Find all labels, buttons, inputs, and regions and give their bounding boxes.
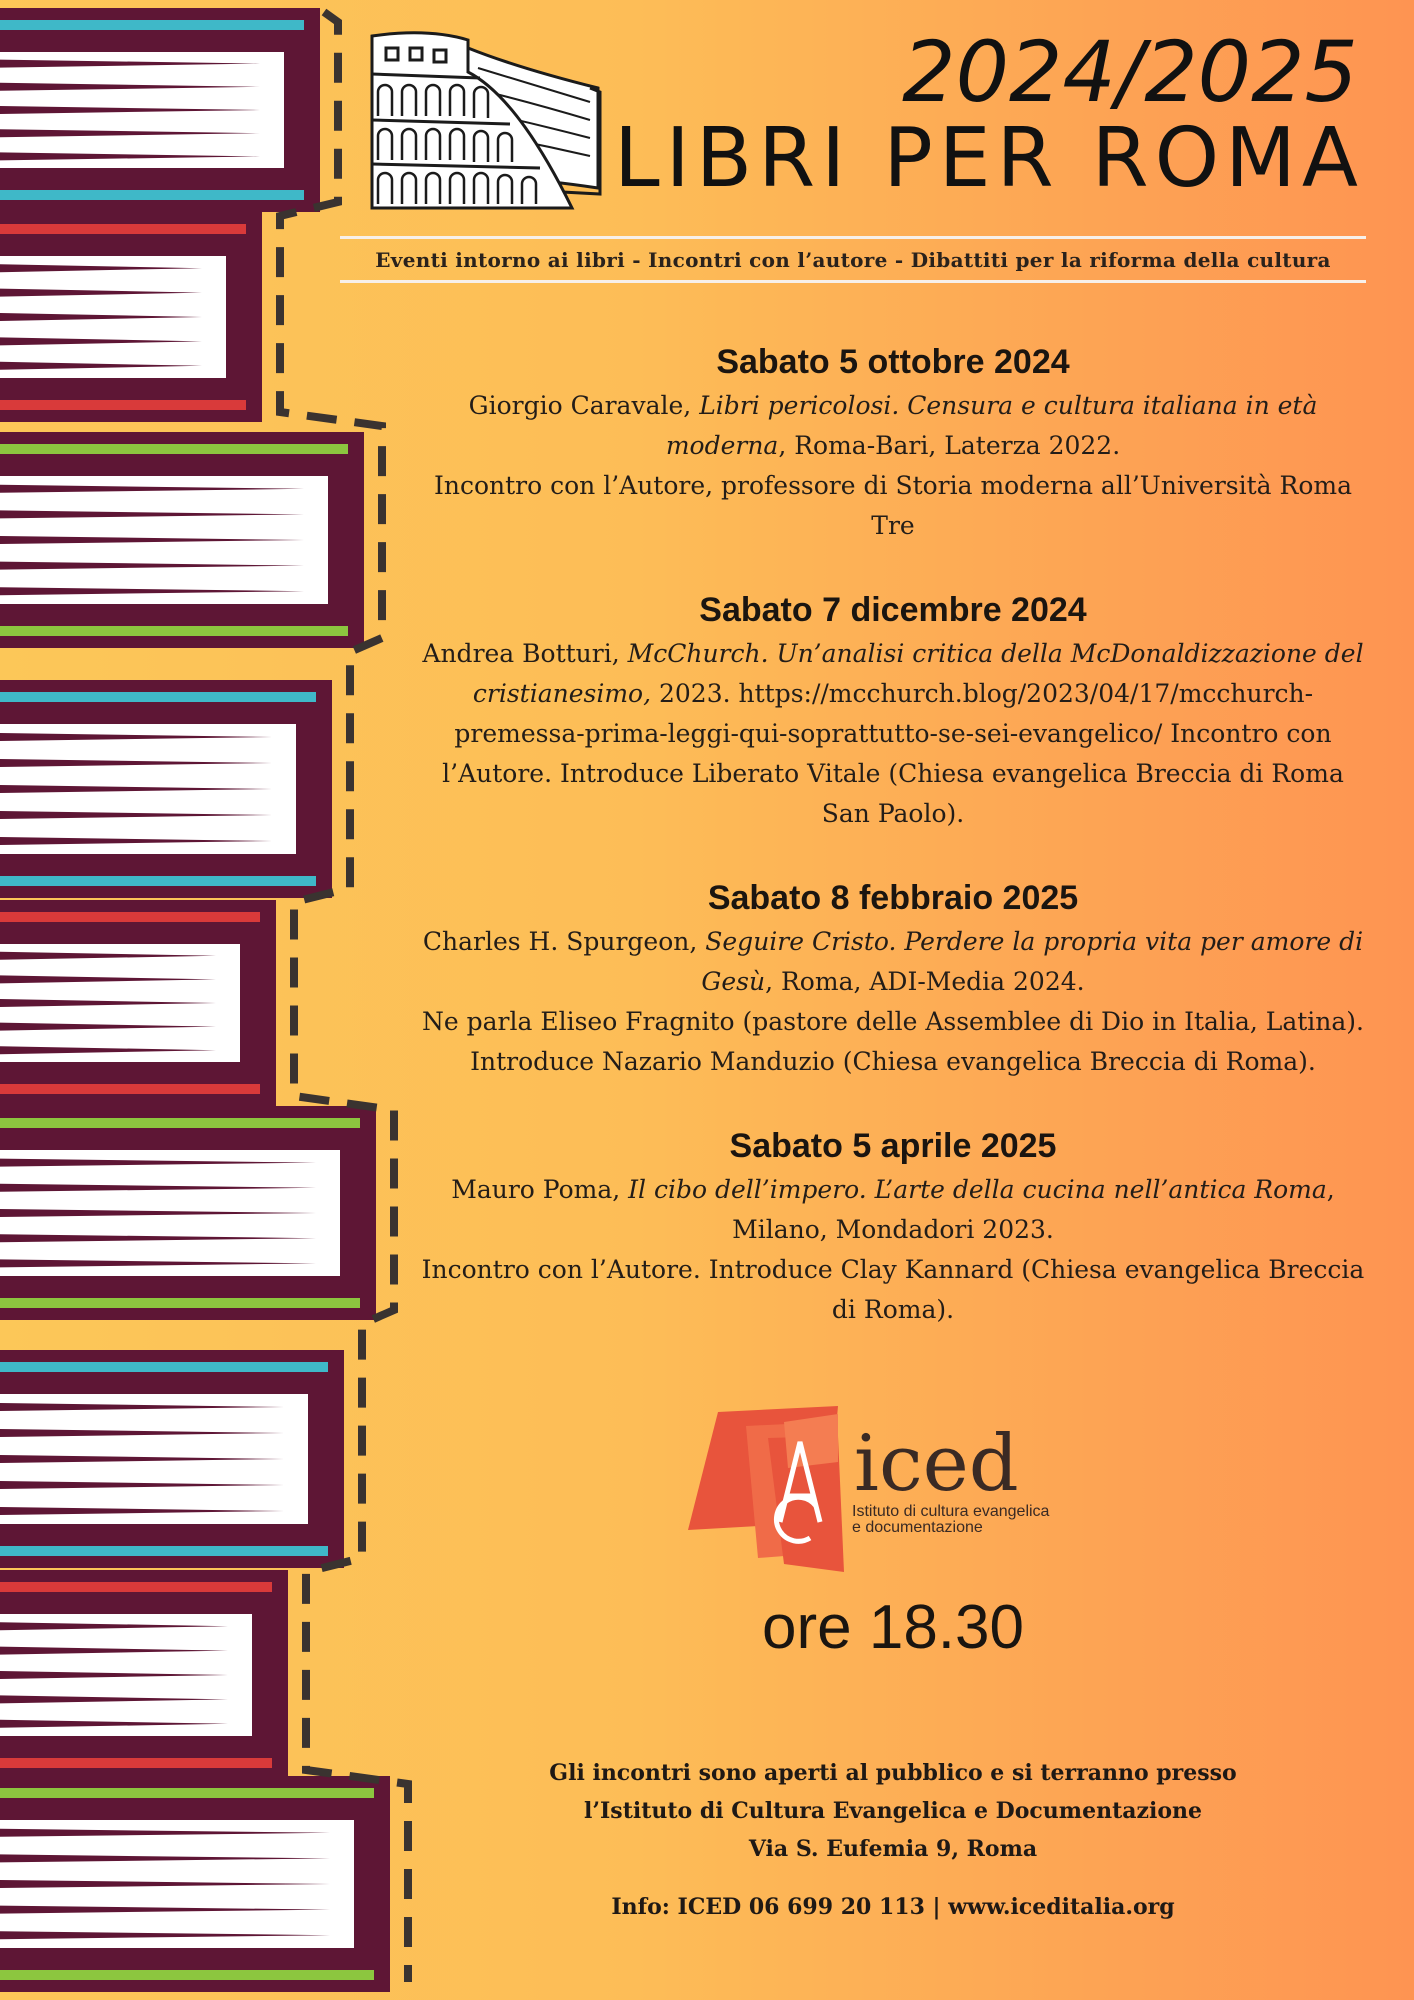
colosseum-book-icon	[368, 28, 604, 214]
event-list	[420, 338, 1366, 1370]
event-details: Ne parla Eliseo Fragnito (pastore delle Assemblee di Dio in Italia, Latina). Introduce Nazario Manduzio (Chiesa evangelica Breccia di Roma).	[422, 1007, 1364, 1076]
event-date: Sabato 5 aprile 2025	[729, 1127, 1057, 1165]
book	[0, 1106, 376, 1320]
logo-subtitle-line2: e documentazione	[852, 1519, 983, 1536]
event-item	[420, 1122, 1366, 1330]
event-item	[420, 874, 1366, 1082]
book	[0, 1350, 344, 1568]
event-description	[420, 386, 1366, 546]
event-publication: 2023. https://mcchurch.blog/2023/04/17/mcchurch-premessa-prima-leggi-qui-soprattutto-se-sei-evangelico/	[454, 679, 1314, 748]
book	[0, 432, 364, 648]
book	[0, 212, 262, 422]
event-description	[420, 922, 1366, 1082]
event-book-title: Libri pericolosi. Censura e cultura italiana in età moderna	[665, 391, 1318, 460]
footer-info	[420, 1754, 1366, 1926]
divider-top	[340, 236, 1366, 239]
book	[0, 1776, 390, 1992]
event-date: Sabato 5 ottobre 2024	[716, 343, 1070, 381]
page-title: LIBRI PER ROMA	[614, 111, 1365, 206]
event-item	[420, 338, 1366, 546]
event-publication: , Milano, Mondadori 2023.	[732, 1175, 1335, 1244]
iced-logo	[688, 1402, 1056, 1572]
book-stack-dashed-outline	[280, 12, 408, 1982]
event-book-title: Seguire Cristo. Perdere la propria vita per amore di Gesù	[701, 927, 1364, 996]
book-stack-illustration	[0, 0, 420, 2000]
event-time: ore 18.30	[762, 1593, 1024, 1662]
book	[0, 8, 320, 212]
event-date: Sabato 7 dicembre 2024	[699, 591, 1087, 629]
footer-address: Via S. Eufemia 9, Roma	[748, 1836, 1038, 1862]
footer-contact: Info: ICED 06 699 20 113 | www.iceditalia.org	[611, 1894, 1175, 1920]
event-book-title: Il cibo dell’impero. L’arte della cucina nell’antica Roma	[628, 1175, 1327, 1204]
book	[0, 900, 276, 1106]
logo-wordmark: iced	[854, 1419, 1019, 1509]
event-author: Andrea Botturi,	[422, 639, 628, 668]
event-details: Incontro con l’Autore. Introduce Liberato Vitale (Chiesa evangelica Breccia di Roma San Paolo).	[442, 719, 1344, 828]
event-book-title: McChurch. Un’analisi critica della McDonaldizzazione del cristianesimo,	[472, 639, 1364, 708]
event-publication: , Roma, ADI-Media 2024.	[765, 967, 1085, 996]
event-description	[420, 1170, 1366, 1330]
event-publication: , Roma-Bari, Laterza 2022.	[778, 431, 1121, 460]
event-details: Incontro con l’Autore. Introduce Clay Kannard (Chiesa evangelica Breccia di Roma).	[421, 1255, 1365, 1324]
season-year: 2024/2025	[902, 23, 1358, 121]
event-description	[420, 634, 1366, 834]
event-author: Giorgio Caravale,	[468, 391, 700, 420]
footer-line: l’Istituto di Cultura Evangelica e Documentazione	[584, 1798, 1202, 1824]
event-details: Incontro con l’Autore, professore di Storia moderna all’Università Roma Tre	[433, 471, 1353, 540]
logo-subtitle-line1: Istituto di cultura evangelica	[852, 1503, 1050, 1520]
tagline: Eventi intorno ai libri - Incontri con l’autore - Dibattiti per la riforma della cultura	[375, 248, 1331, 272]
footer-line: Gli incontri sono aperti al pubblico e si terranno presso	[549, 1760, 1237, 1786]
divider-bottom	[340, 280, 1366, 283]
book	[0, 1570, 288, 1780]
event-item	[420, 586, 1366, 834]
event-author: Charles H. Spurgeon,	[422, 927, 706, 956]
book	[0, 680, 332, 898]
event-author: Mauro Poma,	[451, 1175, 629, 1204]
event-date: Sabato 8 febbraio 2025	[707, 879, 1079, 917]
